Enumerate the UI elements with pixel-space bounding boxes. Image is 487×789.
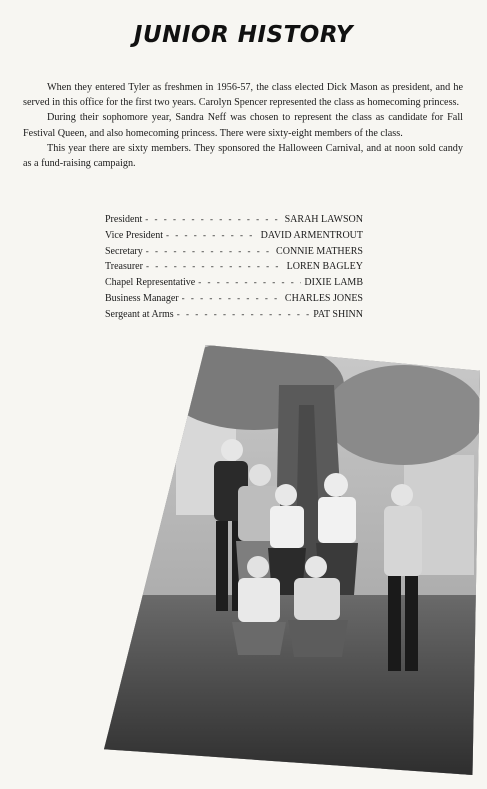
- officer-list: [105, 212, 363, 323]
- officer-row-sergeant-at-arms: [105, 307, 363, 323]
- officer-name: CONNIE MATHERS: [276, 245, 363, 257]
- paragraph-freshman-year: When they entered Tyler as freshmen in 1956-57, the class elected Dick Mason as president, and he served in this office for the first two years. Carolyn Spencer represented the class as homecoming princess.: [23, 82, 463, 109]
- leader-dashes: [198, 275, 301, 290]
- page-title: JUNIOR HISTORY: [133, 22, 354, 48]
- officer-name: SARAH LAWSON: [284, 214, 363, 225]
- officer-row-vice-president: [105, 228, 363, 244]
- officer-role: President: [105, 214, 143, 225]
- history-text: [23, 80, 463, 171]
- officer-role: Business Manager: [105, 292, 179, 304]
- officer-name: PAT SHINN: [313, 308, 363, 320]
- leader-dashes: [177, 307, 311, 322]
- class-officers-photo: [104, 345, 480, 775]
- paragraph-junior-year: This year there are sixty members. They sponsored the Halloween Carnival, and at noon sold candy as a fund-raising campaign.: [23, 142, 463, 170]
- leader-dashes: [145, 212, 281, 227]
- leader-dashes: [182, 291, 282, 306]
- officer-role: Vice President: [105, 229, 163, 241]
- officer-name: LOREN BAGLEY: [286, 261, 363, 273]
- officer-role: Sergeant at Arms: [105, 308, 174, 320]
- leader-dashes: [166, 228, 258, 243]
- paragraph-sophomore-year: During their sophomore year, Sandra Neff was chosen to represent the class as candidate for Fall Festival Queen, and also homecoming princess. There were sixty-eight members of the class.: [23, 112, 463, 139]
- officer-name: DIXIE LAMB: [304, 277, 363, 289]
- tree-foliage: [324, 365, 480, 465]
- officer-row-chapel-representative: [105, 275, 363, 291]
- leader-dashes: [146, 244, 273, 259]
- leader-dashes: [146, 259, 284, 274]
- officer-name: DAVID ARMENTROUT: [260, 229, 363, 241]
- officer-role: Chapel Representative: [105, 277, 196, 289]
- officer-row-president: [105, 212, 363, 228]
- officer-row-business-manager: [105, 291, 363, 307]
- photo-illustration: [104, 345, 480, 775]
- officer-role: Treasurer: [105, 261, 143, 273]
- officer-row-secretary: [105, 244, 363, 260]
- officer-name: CHARLES JONES: [284, 292, 363, 304]
- officer-row-treasurer: [105, 259, 363, 275]
- officer-role: Secretary: [105, 245, 143, 257]
